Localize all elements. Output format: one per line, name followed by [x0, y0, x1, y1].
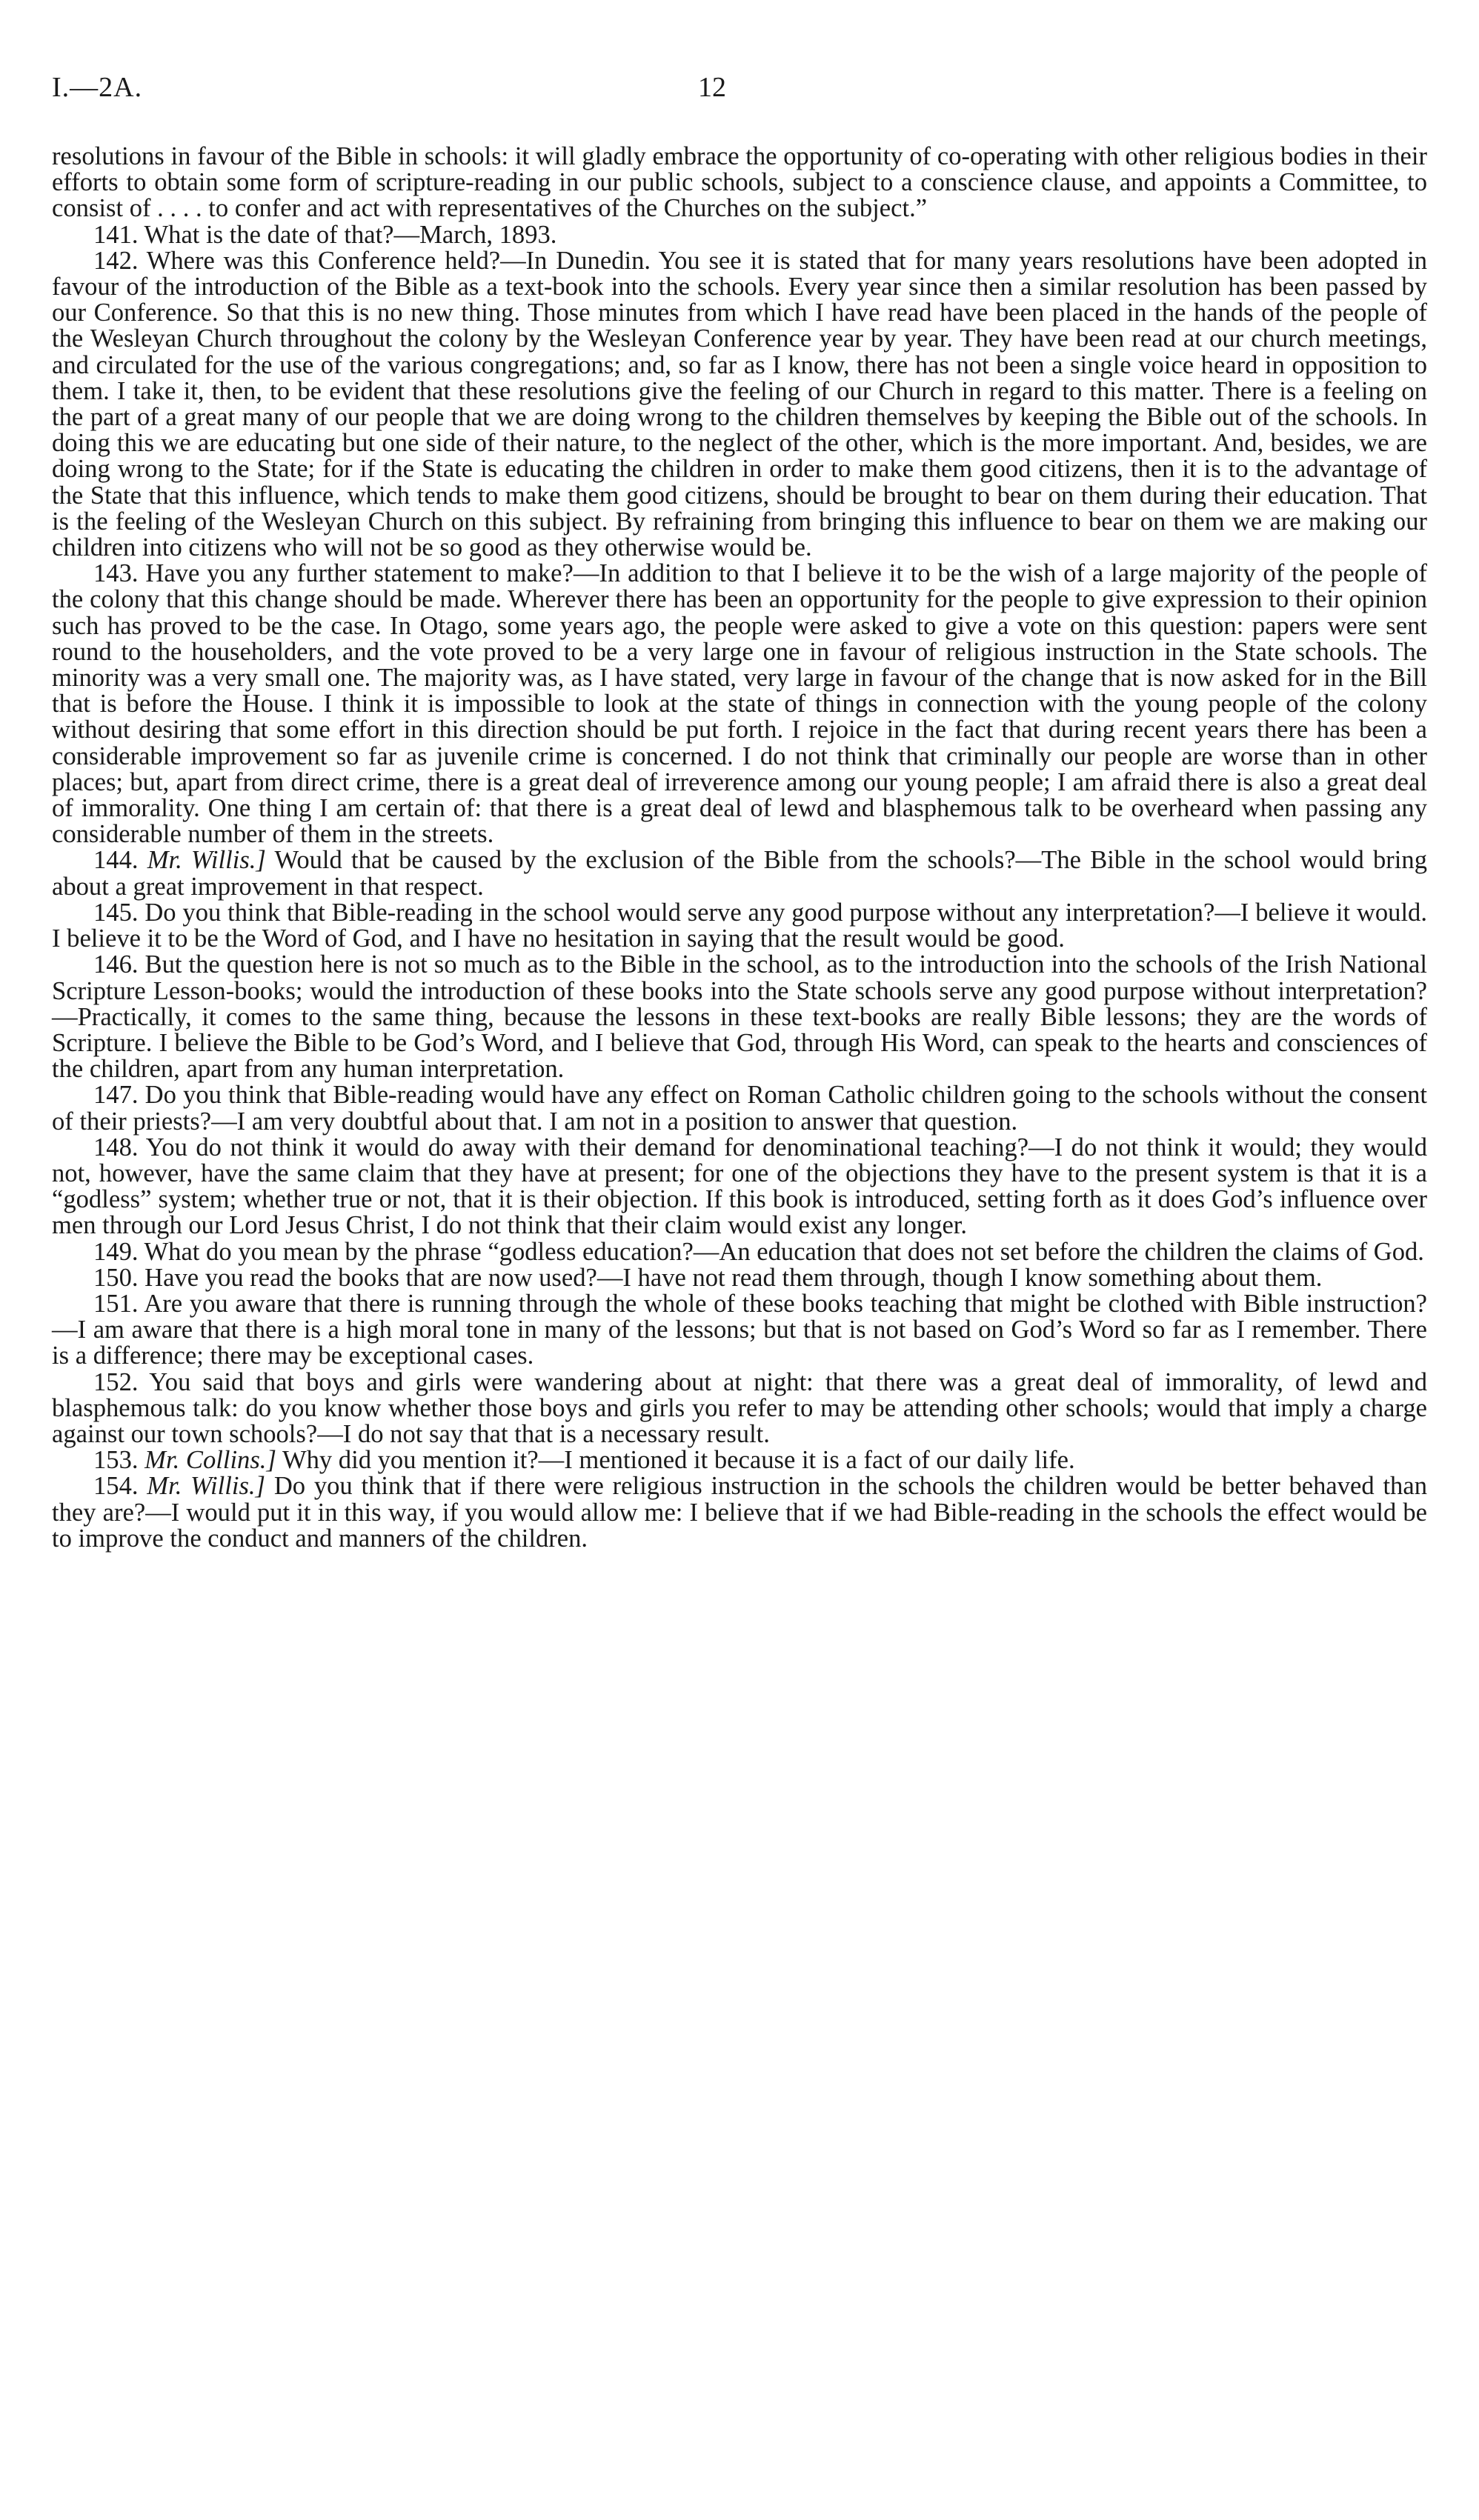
document-reference: I.—2A. — [52, 72, 143, 103]
paragraph-text: Would that be caused by the exclusion of the Bible from the schools?—The Bible in the school would bring about a great improvement in that respect. — [52, 846, 1427, 901]
paragraph-151: 151. Are you aware that there is running through the whole of these books teaching that might be clothed with Bible instruction?—I am aware that there is a high moral tone in many of the lessons; but that is not based on God’s Word so far as I remember. There is a difference; there may be exceptional cases. — [52, 1289, 1427, 1370]
paragraph-148: 148. You do not think it would do away with their demand for denominational teaching?—I do not think it would; they would not, however, have the same claim that they have at present; for one of the objections they have to the present system is that it is a “godless” system; whether true or not, that it is their objection. If this book is introduced, setting forth as it does God’s influence over men through our Lord Jesus Christ, I do not think that their claim would exist any longer. — [52, 1133, 1427, 1240]
paragraph-147: 147. Do you think that Bible-reading would have any effect on Roman Catholic children going to the schools without the consent of their priests?—I am very doubtful about that. I am not in a position to answer that question. — [52, 1081, 1427, 1136]
speaker-label: Mr. Willis.] — [147, 1472, 266, 1501]
speaker-label: Mr. Willis.] — [147, 846, 266, 875]
paragraph-154 — [52, 1473, 1427, 1552]
paragraph-text: Why did you mention it?—I mentioned it because it is a fact of our daily life. — [282, 1446, 1075, 1475]
paragraph-145: 145. Do you think that Bible-reading in the school would serve any good purpose without any interpretation?—I believe it would. I believe it to be the Word of God, and I have no hesitation in saying that the result would be good. — [52, 898, 1427, 953]
page-body — [52, 144, 1427, 1552]
paragraph-144 — [52, 847, 1427, 899]
paragraph-141: 141. What is the date of that?—March, 1893. — [93, 220, 557, 249]
paragraph-number: 144. — [93, 846, 139, 875]
page-number: 12 — [698, 72, 726, 103]
paragraph-number: 154. — [93, 1472, 139, 1501]
speaker-label: Mr. Collins.] — [144, 1446, 276, 1475]
paragraph-142: 142. Where was this Conference held?—In Dunedin. You see it is stated that for many years resolutions have been adopted in favour of the introduction of the Bible as a text-book into the schools. Every year since then a similar resolution has been passed by our Conference. So that this is no new thing. Those minutes from which I have read have been placed in the hands of the people of the Wesleyan Church throughout the colony by the Wesleyan Conference year by year. They have been read at our church meetings, and circulated for the use of the various congregations; and, so far as I know, there has not been a single voice heard in opposition to them. I take it, then, to be evident that these resolutions give the feeling of our Church in regard to this matter. There is a feeling on the part of a great many of our people that we are doing wrong to the children themselves by keeping the Bible out of the schools. In doing this we are educating but one side of their nature, to the neglect of the other, which is the more important. And, besides, we are doing wrong to the State; for if the State is educating the children in order to make them good citizens, then it is to the advantage of the State that this influence, which tends to make them good citizens, should be brought to bear on them during their education. That is the feeling of the Wesleyan Church on this subject. By refraining from bringing this influence to bear on them we are making our children into citizens who will not be so good as they otherwise would be. — [52, 246, 1427, 562]
paragraph-153 — [52, 1447, 1427, 1473]
paragraph-143: 143. Have you any further statement to make?—In addition to that I believe it to be the wish of a large majority of the people of the colony that this change should be made. Wherever there has been an opportunity for the people to give expression to their opinion such has proved to be the case. In Otago, some years ago, the people were asked to give a vote on this question: papers were sent round to the householders, and the vote proved to be a very large one in favour of religious instruction in the State schools. The minority was a very small one. The majority was, as I have stated, very large in favour of the change that is now asked for in the Bill that is before the House. I think it is impossible to look at the state of things in connection with the young people of the colony without desiring that some effort in this direction should be put forth. I rejoice in the fact that during recent years there has been a considerable improvement so far as juvenile crime is concerned. I do not think that criminally our people are worse than in other places; but, apart from direct crime, there is a great deal of irreverence among our young people; I am afraid there is also a great deal of immorality. One thing I am certain of: that there is a great deal of lewd and blasphemous talk to be overheard when passing any considerable number of them in the streets. — [52, 559, 1427, 849]
page-header — [52, 71, 1430, 116]
paragraph-number: 153. — [93, 1446, 139, 1475]
paragraph-152: 152. You said that boys and girls were wandering about at night: that there was a great deal of immorality, of lewd and blasphemous talk: do you know whether those boys and girls you refer to may be attending other schools; would that imply a charge against our town schools?—I do not say that that is a necessary result. — [52, 1367, 1427, 1448]
paragraph-continuation: resolutions in favour of the Bible in schools: it will gladly embrace the opportunity of co-operating with other religious bodies in their efforts to obtain some form of scripture-reading in our public schools, subject to a conscience clause, and appoints a Committee, to consist of . . . . to confer and act with representatives of the Churches on the subject.” — [52, 142, 1427, 223]
paragraph-146: 146. But the question here is not so much as to the Bible in the school, as to the introduction into the schools of the Irish National Scripture Lesson-books; would the introduction of these books into the State schools serve any good purpose without interpretation?—Practically, it comes to the same thing, because the lessons in these text-books are really Bible lessons; they are the words of Scripture. I believe the Bible to be God’s Word, and I believe that God, through His Word, can speak to the hearts and consciences of the children, apart from any human interpretation. — [52, 950, 1427, 1084]
paragraph-150: 150. Have you read the books that are now used?—I have not read them through, though I know something about them. — [93, 1263, 1323, 1292]
paragraph-149: 149. What do you mean by the phrase “godless education?—An education that does not set before the children the claims of God. — [93, 1237, 1424, 1266]
paragraph-text: Do you think that if there were religious instruction in the schools the children would be better behaved than they are?—I would put it in this way, if you would allow me: I believe that if we had Bible-reading in the schools the effect would be to improve the conduct and manners of the children. — [52, 1472, 1427, 1553]
